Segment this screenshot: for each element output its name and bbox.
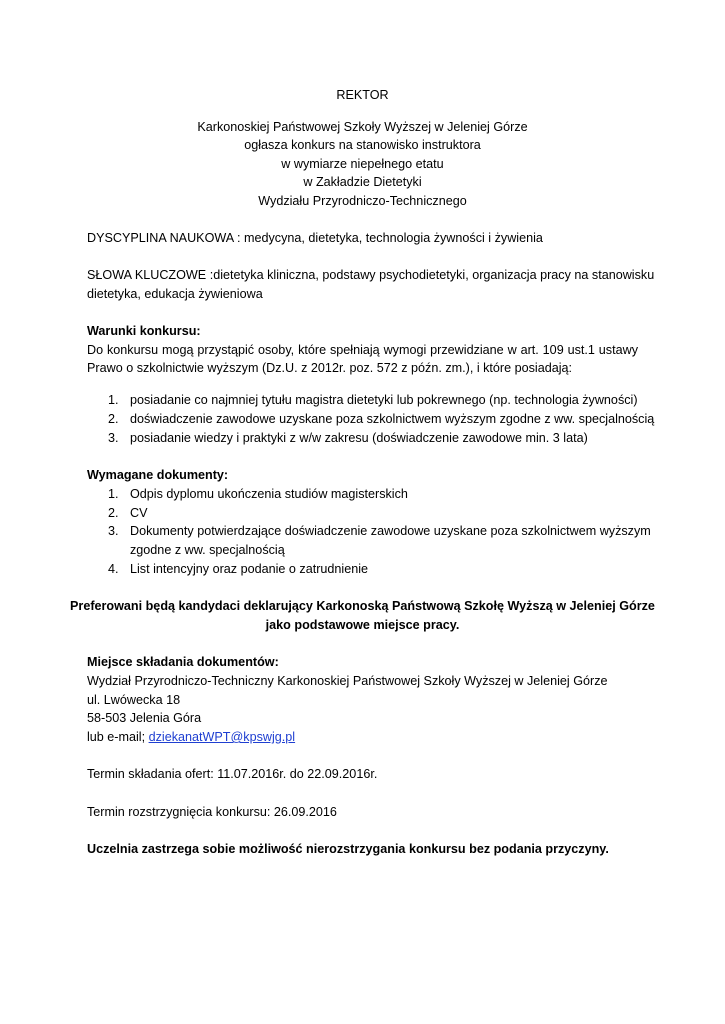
submission-heading: Miejsce składania dokumentów:	[87, 655, 279, 669]
list-item-number: 1.	[108, 393, 119, 407]
email-prefix: lub e-mail;	[87, 730, 149, 744]
header-line-part-time: w wymiarze niepełnego etatu	[281, 157, 444, 171]
list-item-number: 3.	[108, 431, 119, 445]
preferred-line-1: Preferowani będą kandydaci deklarujący Karkonoską Państwową Szkołę Wyższą w Jeleniej Górze	[70, 599, 655, 613]
conditions-intro-line-2: Prawo o szkolnictwie wyższym (Dz.U. z 2012r. poz. 572 z późn. zm.), i które posiadają:	[87, 361, 573, 375]
submission-faculty: Wydział Przyrodniczo-Techniczny Karkonoskiej Państwowej Szkoły Wyższej w Jeleniej Górze	[87, 674, 608, 688]
scientific-discipline: DYSCYPLINA NAUKOWA : medycyna, dietetyka, technologia żywności i żywienia	[87, 231, 543, 245]
list-item-number: 3.	[108, 524, 119, 538]
list-item: Odpis dyplomu ukończenia studiów magisterskich	[130, 487, 408, 501]
submission-deadline: Termin składania ofert: 11.07.2016r. do 22.09.2016r.	[87, 767, 378, 781]
keywords-line-2: dietetyka, edukacja żywieniowa	[87, 287, 263, 301]
resolution-date: Termin rozstrzygnięcia konkursu: 26.09.2016	[87, 805, 337, 819]
list-item: Dokumenty potwierdzające doświadczenie zawodowe uzyskane poza szkolnictwem wyższym	[130, 524, 651, 538]
list-item-continuation: zgodne z ww. specjalnością	[130, 543, 285, 557]
email-link[interactable]: dziekanatWPT@kpswjg.pl	[148, 730, 296, 744]
conditions-heading: Warunki konkursu:	[87, 324, 201, 338]
list-item-number: 2.	[108, 506, 119, 520]
documents-heading: Wymagane dokumenty:	[87, 468, 229, 482]
list-item: posiadanie wiedzy i praktyki z w/w zakresu (doświadczenie zawodowe min. 3 lata)	[130, 431, 588, 445]
list-item-number: 2.	[108, 412, 119, 426]
list-item: CV	[130, 506, 148, 520]
rector-title: REKTOR	[336, 88, 389, 102]
header-line-department: w Zakładzie Dietetyki	[303, 175, 422, 189]
list-item: posiadanie co najmniej tytułu magistra dietetyki lub pokrewnego (np. technologia żywności)	[130, 393, 638, 407]
list-item-number: 4.	[108, 562, 119, 576]
header-line-faculty: Wydziału Przyrodniczo-Technicznego	[258, 194, 467, 208]
list-item: List intencyjny oraz podanie o zatrudnienie	[130, 562, 369, 576]
submission-email-line	[87, 728, 295, 746]
header-line-university: Karkonoskiej Państwowej Szkoły Wyższej w Jeleniej Górze	[197, 120, 528, 134]
disclaimer: Uczelnia zastrzega sobie możliwość nierozstrzygania konkursu bez podania przyczyny.	[87, 842, 609, 856]
list-item-number: 1.	[108, 487, 119, 501]
header-line-announcement: ogłasza konkurs na stanowisko instruktora	[244, 138, 481, 152]
conditions-intro-line-1: Do konkursu mogą przystąpić osoby, które spełniają wymogi przewidziane w art. 109 ust.1 ustawy	[87, 343, 638, 357]
keywords-line-1: SŁOWA KLUCZOWE :dietetyka kliniczna, podstawy psychodietetyki, organizacja pracy na stanowisku	[87, 268, 655, 282]
list-item: doświadczenie zawodowe uzyskane poza szkolnictwem wyższym zgodne z ww. specjalnością	[130, 412, 655, 426]
submission-street: ul. Lwówecka 18	[87, 693, 181, 707]
submission-city: 58-503 Jelenia Góra	[87, 711, 202, 725]
preferred-line-2: jako podstawowe miejsce pracy.	[265, 618, 460, 632]
